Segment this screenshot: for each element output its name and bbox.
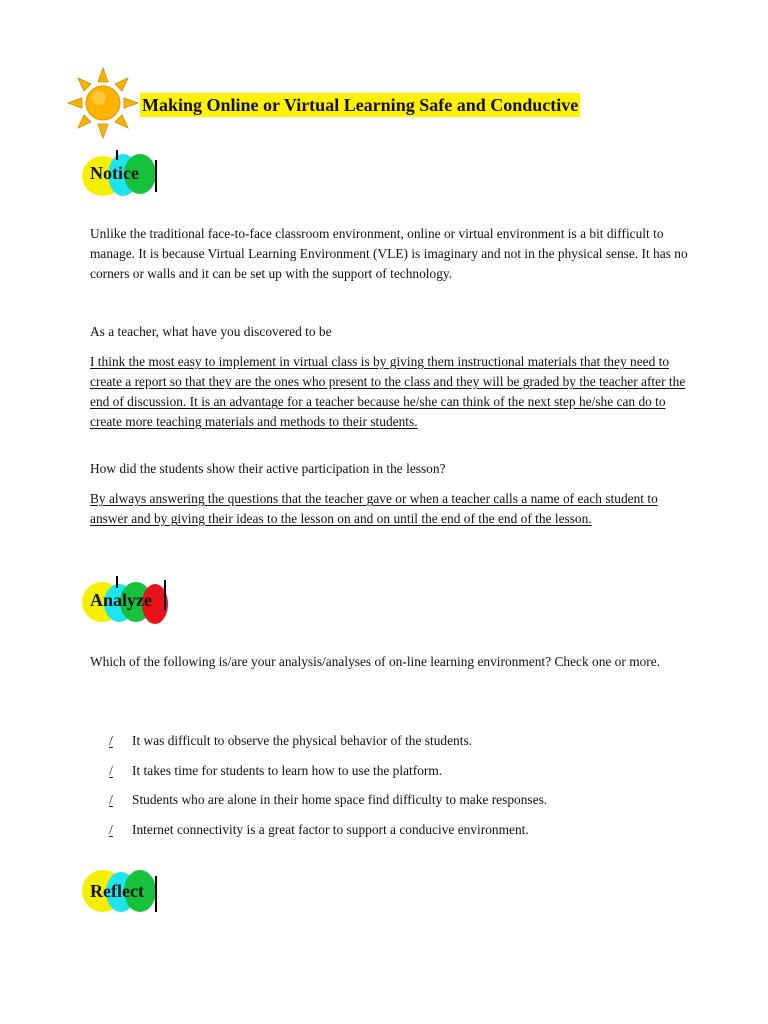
check-mark[interactable]: /	[109, 792, 113, 807]
answer-discovered: I think the most easy to implement in virtual class is by giving them instructional materials that they need to create a report so that they are the ones who present to the class and they will be graded by the teacher after the end of discussion. It is an advantage for a teacher because he/she can think of the next step he/she can do to create more teaching materials and methods to their students.	[90, 354, 686, 429]
cursor-bar	[155, 876, 157, 912]
check-mark[interactable]: /	[109, 733, 113, 748]
checklist-item[interactable]	[90, 731, 690, 751]
analyze-heading	[80, 574, 180, 630]
check-mark[interactable]: /	[109, 763, 113, 778]
checklist-item[interactable]	[90, 761, 690, 781]
cursor-bar	[155, 160, 157, 192]
answer-participation: By always answering the questions that the teacher gave or when a teacher calls a name of each student to answer and by giving their ideas to the lesson on and on until the end of the end of the lesson.	[90, 491, 658, 526]
checklist-item-text: Internet connectivity is a great factor to support a conducive environment.	[132, 822, 529, 837]
cursor-bar	[116, 150, 118, 160]
analyze-label: Analyze	[90, 590, 152, 610]
notice-heading	[80, 148, 190, 204]
question-discovered: As a teacher, what have you discovered to be	[90, 324, 332, 339]
check-mark[interactable]: /	[109, 822, 113, 837]
checklist-item[interactable]	[90, 820, 690, 840]
page-title: Making Online or Virtual Learning Safe and Conductive	[142, 95, 579, 115]
question-participation: How did the students show their active participation in the lesson?	[90, 461, 446, 476]
notice-label: Notice	[90, 163, 139, 183]
reflect-label: Reflect	[90, 881, 144, 901]
analyze-prompt: Which of the following is/are your analysis/analyses of on-line learning environment? Check one or more.	[90, 654, 661, 669]
checklist-item[interactable]	[90, 790, 690, 810]
cursor-bar	[116, 576, 118, 588]
notice-intro: Unlike the traditional face-to-face classroom environment, online or virtual environment is a bit difficult to manage. It is because Virtual Learning Environment (VLE) is imaginary and not in the physical sense. It has no corners or walls and it can be set up with the support of technology.	[90, 226, 688, 281]
reflect-heading	[80, 864, 190, 920]
checklist-item-text: It was difficult to observe the physical behavior of the students.	[132, 733, 473, 748]
checklist-item-text: Students who are alone in their home space find difficulty to make responses.	[132, 792, 548, 807]
checklist-item-text: It takes time for students to learn how to use the platform.	[132, 763, 443, 778]
cursor-bar	[164, 580, 166, 610]
sun-icon	[66, 66, 140, 140]
